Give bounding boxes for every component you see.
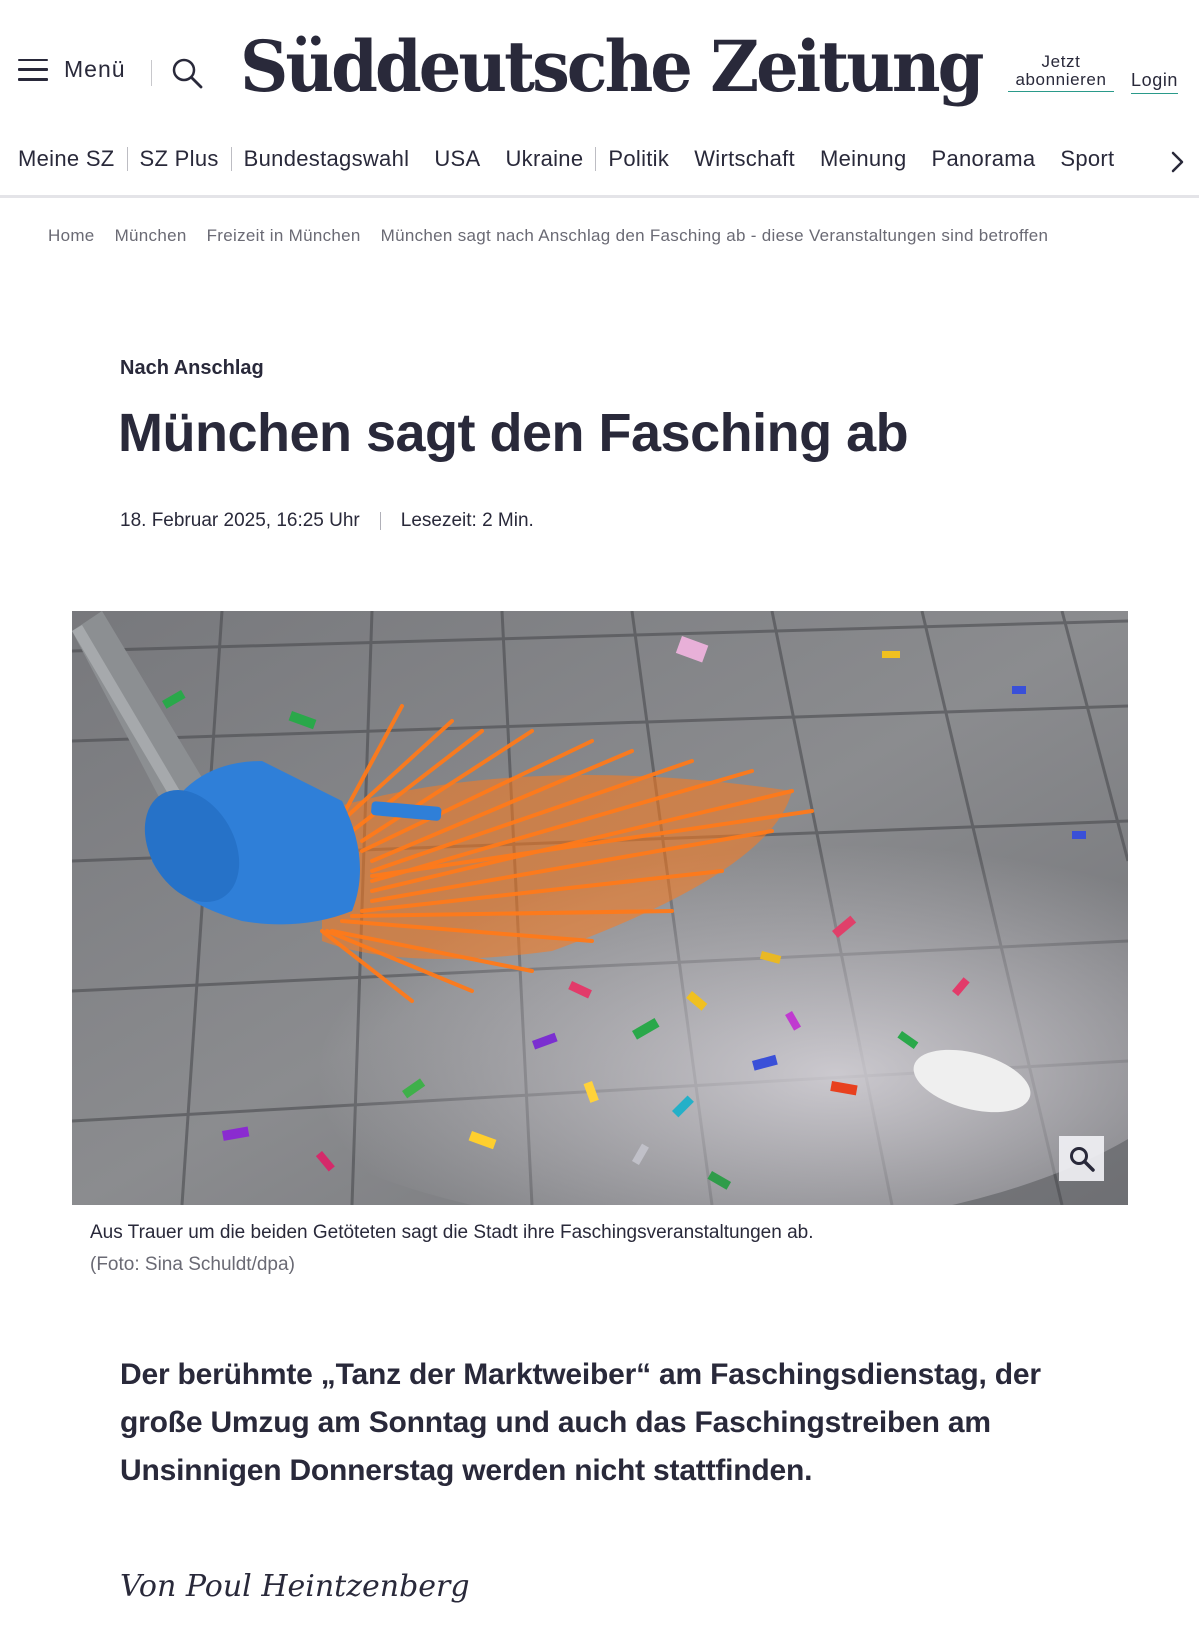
- article-image[interactable]: [72, 611, 1128, 1205]
- breadcrumb-freizeit[interactable]: Freizeit in München: [206, 226, 361, 245]
- nav-track: [18, 146, 1114, 172]
- header-divider: [151, 60, 152, 86]
- nav-item-sport[interactable]: Sport: [1060, 146, 1115, 171]
- nav-item-bundestagswahl[interactable]: Bundestagswahl: [243, 146, 410, 171]
- site-header: [0, 0, 1199, 126]
- reading-time: Lesezeit: 2 Min.: [400, 510, 534, 531]
- breadcrumb-muenchen[interactable]: München: [114, 226, 187, 245]
- article-kicker: Nach Anschlag: [120, 357, 264, 379]
- nav-item-wirtschaft[interactable]: Wirtschaft: [694, 146, 795, 171]
- subscribe-line1: Jetzt: [1041, 52, 1081, 71]
- image-credit: (Foto: Sina Schuldt/dpa): [90, 1254, 295, 1275]
- login-button[interactable]: Login: [1131, 70, 1178, 94]
- nav-item-sz-plus[interactable]: SZ Plus: [139, 146, 219, 171]
- nav-divider: [595, 147, 596, 171]
- broom-confetti-photo: [72, 611, 1128, 1205]
- site-logo[interactable]: Süddeutsche Zeitung: [240, 25, 982, 108]
- nav-item-panorama[interactable]: Panorama: [931, 146, 1036, 171]
- search-button[interactable]: [170, 56, 204, 90]
- article-lead: Der berühmte „Tanz der Marktweiber“ am Faschingsdienstag, der große Umzug am Sonntag und auch das Faschingstreiben am Unsinnigen Donnerstag werden nicht stattfinden.: [120, 1358, 1041, 1487]
- breadcrumb-home[interactable]: Home: [48, 226, 95, 245]
- breadcrumb-current: München sagt nach Anschlag den Fasching ab - diese Veranstaltungen sind betroffen: [380, 226, 1049, 245]
- nav-item-politik[interactable]: Politik: [608, 146, 670, 171]
- article-date: 18. Februar 2025, 16:25 Uhr: [120, 510, 360, 531]
- hamburger-icon: [18, 59, 48, 81]
- nav-divider: [127, 147, 128, 171]
- nav-item-meinung[interactable]: Meinung: [819, 146, 907, 171]
- breadcrumb: [48, 226, 1048, 246]
- nav-item-ukraine[interactable]: Ukraine: [505, 146, 584, 171]
- magnifier-icon: [1068, 1145, 1096, 1173]
- nav-divider: [231, 147, 232, 171]
- menu-button[interactable]: [18, 56, 126, 83]
- article-headline: München sagt den Fasching ab: [118, 403, 909, 463]
- nav-item-meine-sz[interactable]: Meine SZ: [18, 146, 115, 171]
- meta-divider: [380, 512, 381, 530]
- search-icon: [170, 56, 204, 90]
- nav-scroll-right-button[interactable]: [1163, 148, 1191, 176]
- article-meta: [120, 510, 534, 532]
- subscribe-button[interactable]: [1008, 53, 1114, 92]
- section-nav: [0, 130, 1199, 198]
- chevron-right-icon: [1163, 148, 1191, 176]
- image-caption: Aus Trauer um die beiden Getöteten sagt die Stadt ihre Faschingsveranstaltungen ab.: [90, 1222, 814, 1243]
- menu-label: Menü: [64, 56, 126, 82]
- nav-item-usa[interactable]: USA: [434, 146, 481, 171]
- article-author: Von Poul Heintzenberg: [120, 1569, 470, 1604]
- subscribe-line2: abonnieren: [1015, 70, 1107, 89]
- image-zoom-button[interactable]: [1059, 1136, 1104, 1181]
